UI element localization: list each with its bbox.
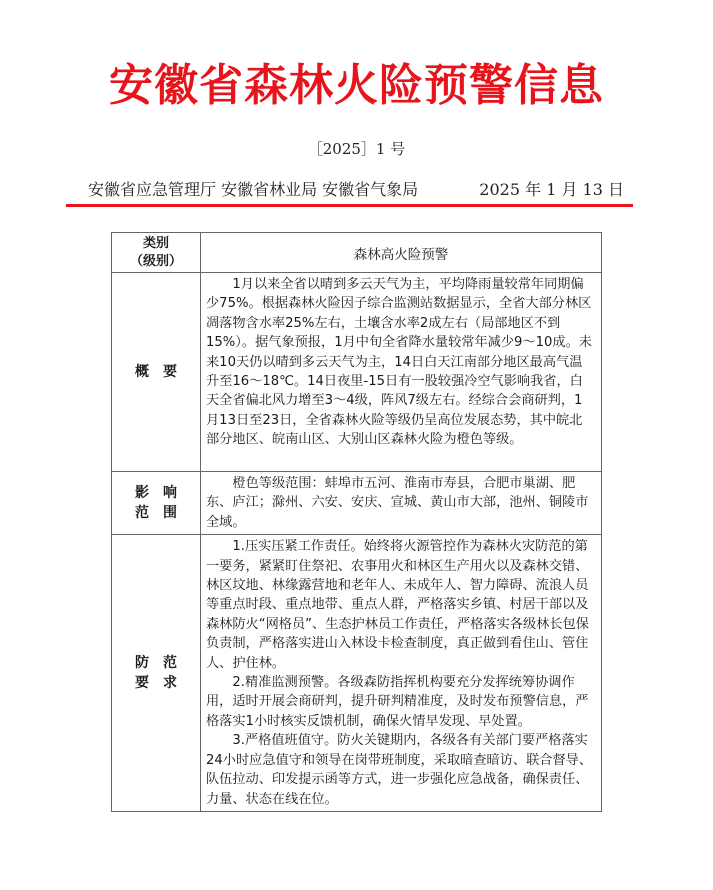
row-content-summary [201, 273, 602, 472]
row-content-scope [201, 472, 602, 535]
issue-date: 2025 年 1 月 13 日 [479, 180, 624, 199]
category-header-line2: （级别） [129, 253, 182, 269]
document-number: ［2025］1 号 [307, 140, 406, 158]
row-label-requirements-line1: 防 范 [135, 655, 177, 672]
row-content-requirements [201, 535, 602, 812]
requirement-paragraph-3: 3.严格值班值守。防火关键期内，各级各有关部门要严格落实24小时应急值守和领导在岗带班制度，采取暗查暗访、联合督导、队伍拉动、印发提示函等方式，进一步强化应急战备，确保责任、力量、状态在线在位。 [206, 733, 593, 807]
table-row-summary [112, 273, 602, 472]
category-header [112, 233, 201, 273]
table-row-scope [112, 472, 602, 535]
row-label-scope-line2: 范 围 [135, 505, 177, 522]
requirement-paragraph-2: 2.精准监测预警。各级森防指挥机构要充分发挥统筹协调作用，适时开展会商研判，提升研判精准度，及时发布预警信息，严格落实1小时核实反馈机制，确保火情早发现、早处置。 [206, 675, 589, 729]
summary-paragraph: 1月以来全省以晴到多云天气为主，平均降雨量较常年同期偏少75%。根据森林火险因子综合监测站数据显示，全省大部分林区凋落物含水率25%左右，土壤含水率2成左右（局部地区不到15%）。据气象预报，1月中旬全省降水量较常年减少9～10成。未来10天仍以晴到多云天气为主，14日白天江南部分地区最高气温升至16～18℃。14日夜里-15日有一股较强冷空气影响我省，白天全省偏北风力增至3～4级，阵风7级左右。经综合会商研判，1月13日至23日，全省森林火险等级仍呈高位发展态势，其中皖北部分地区、皖南山区、大别山区森林火险为橙色等级。 [206, 277, 592, 448]
issuing-agencies: 安徽省应急管理厅 安徽省林业局 安徽省气象局 [88, 180, 419, 199]
row-label-scope [112, 472, 201, 535]
red-header-rule [66, 204, 633, 207]
row-label-requirements [112, 535, 201, 812]
row-label-scope-line1: 影 响 [135, 485, 177, 502]
row-label-summary [112, 273, 201, 472]
category-header-line1: 类别 [142, 235, 169, 251]
warning-info-table [111, 232, 602, 812]
warning-level-header: 森林高火险预警 [201, 233, 602, 273]
table-header-row [112, 233, 602, 273]
requirement-paragraph-1: 1.压实压紧工作责任。始终将火源管控作为森林火灾防范的第一要务，紧紧盯住祭祀、农事用火和林区生产用火以及森林交错、林区坟地、林缘露营地和老年人、未成年人、智力障碍、流浪人员等重点时段、重点地带、重点人群，严格落实乡镇、村居干部以及森林防火“网格员”、生态护林员工作责任，严格落实各级林长包保负责制，严格落实进山入林设卡检查制度，真正做到看住山、管住人、护住林。 [206, 539, 589, 671]
table-row-requirements [112, 535, 602, 812]
scope-paragraph: 橙色等级范围：蚌埠市五河、淮南市寿县，合肥市巢湖、肥东、庐江；滁州、六安、安庆、宣城、黄山市大部，池州、铜陵市全域。 [206, 476, 589, 530]
document-title: 安徽省森林火险预警信息 [109, 60, 604, 111]
row-label-summary-text: 概 要 [135, 364, 177, 380]
row-label-requirements-line2: 要 求 [135, 675, 177, 692]
